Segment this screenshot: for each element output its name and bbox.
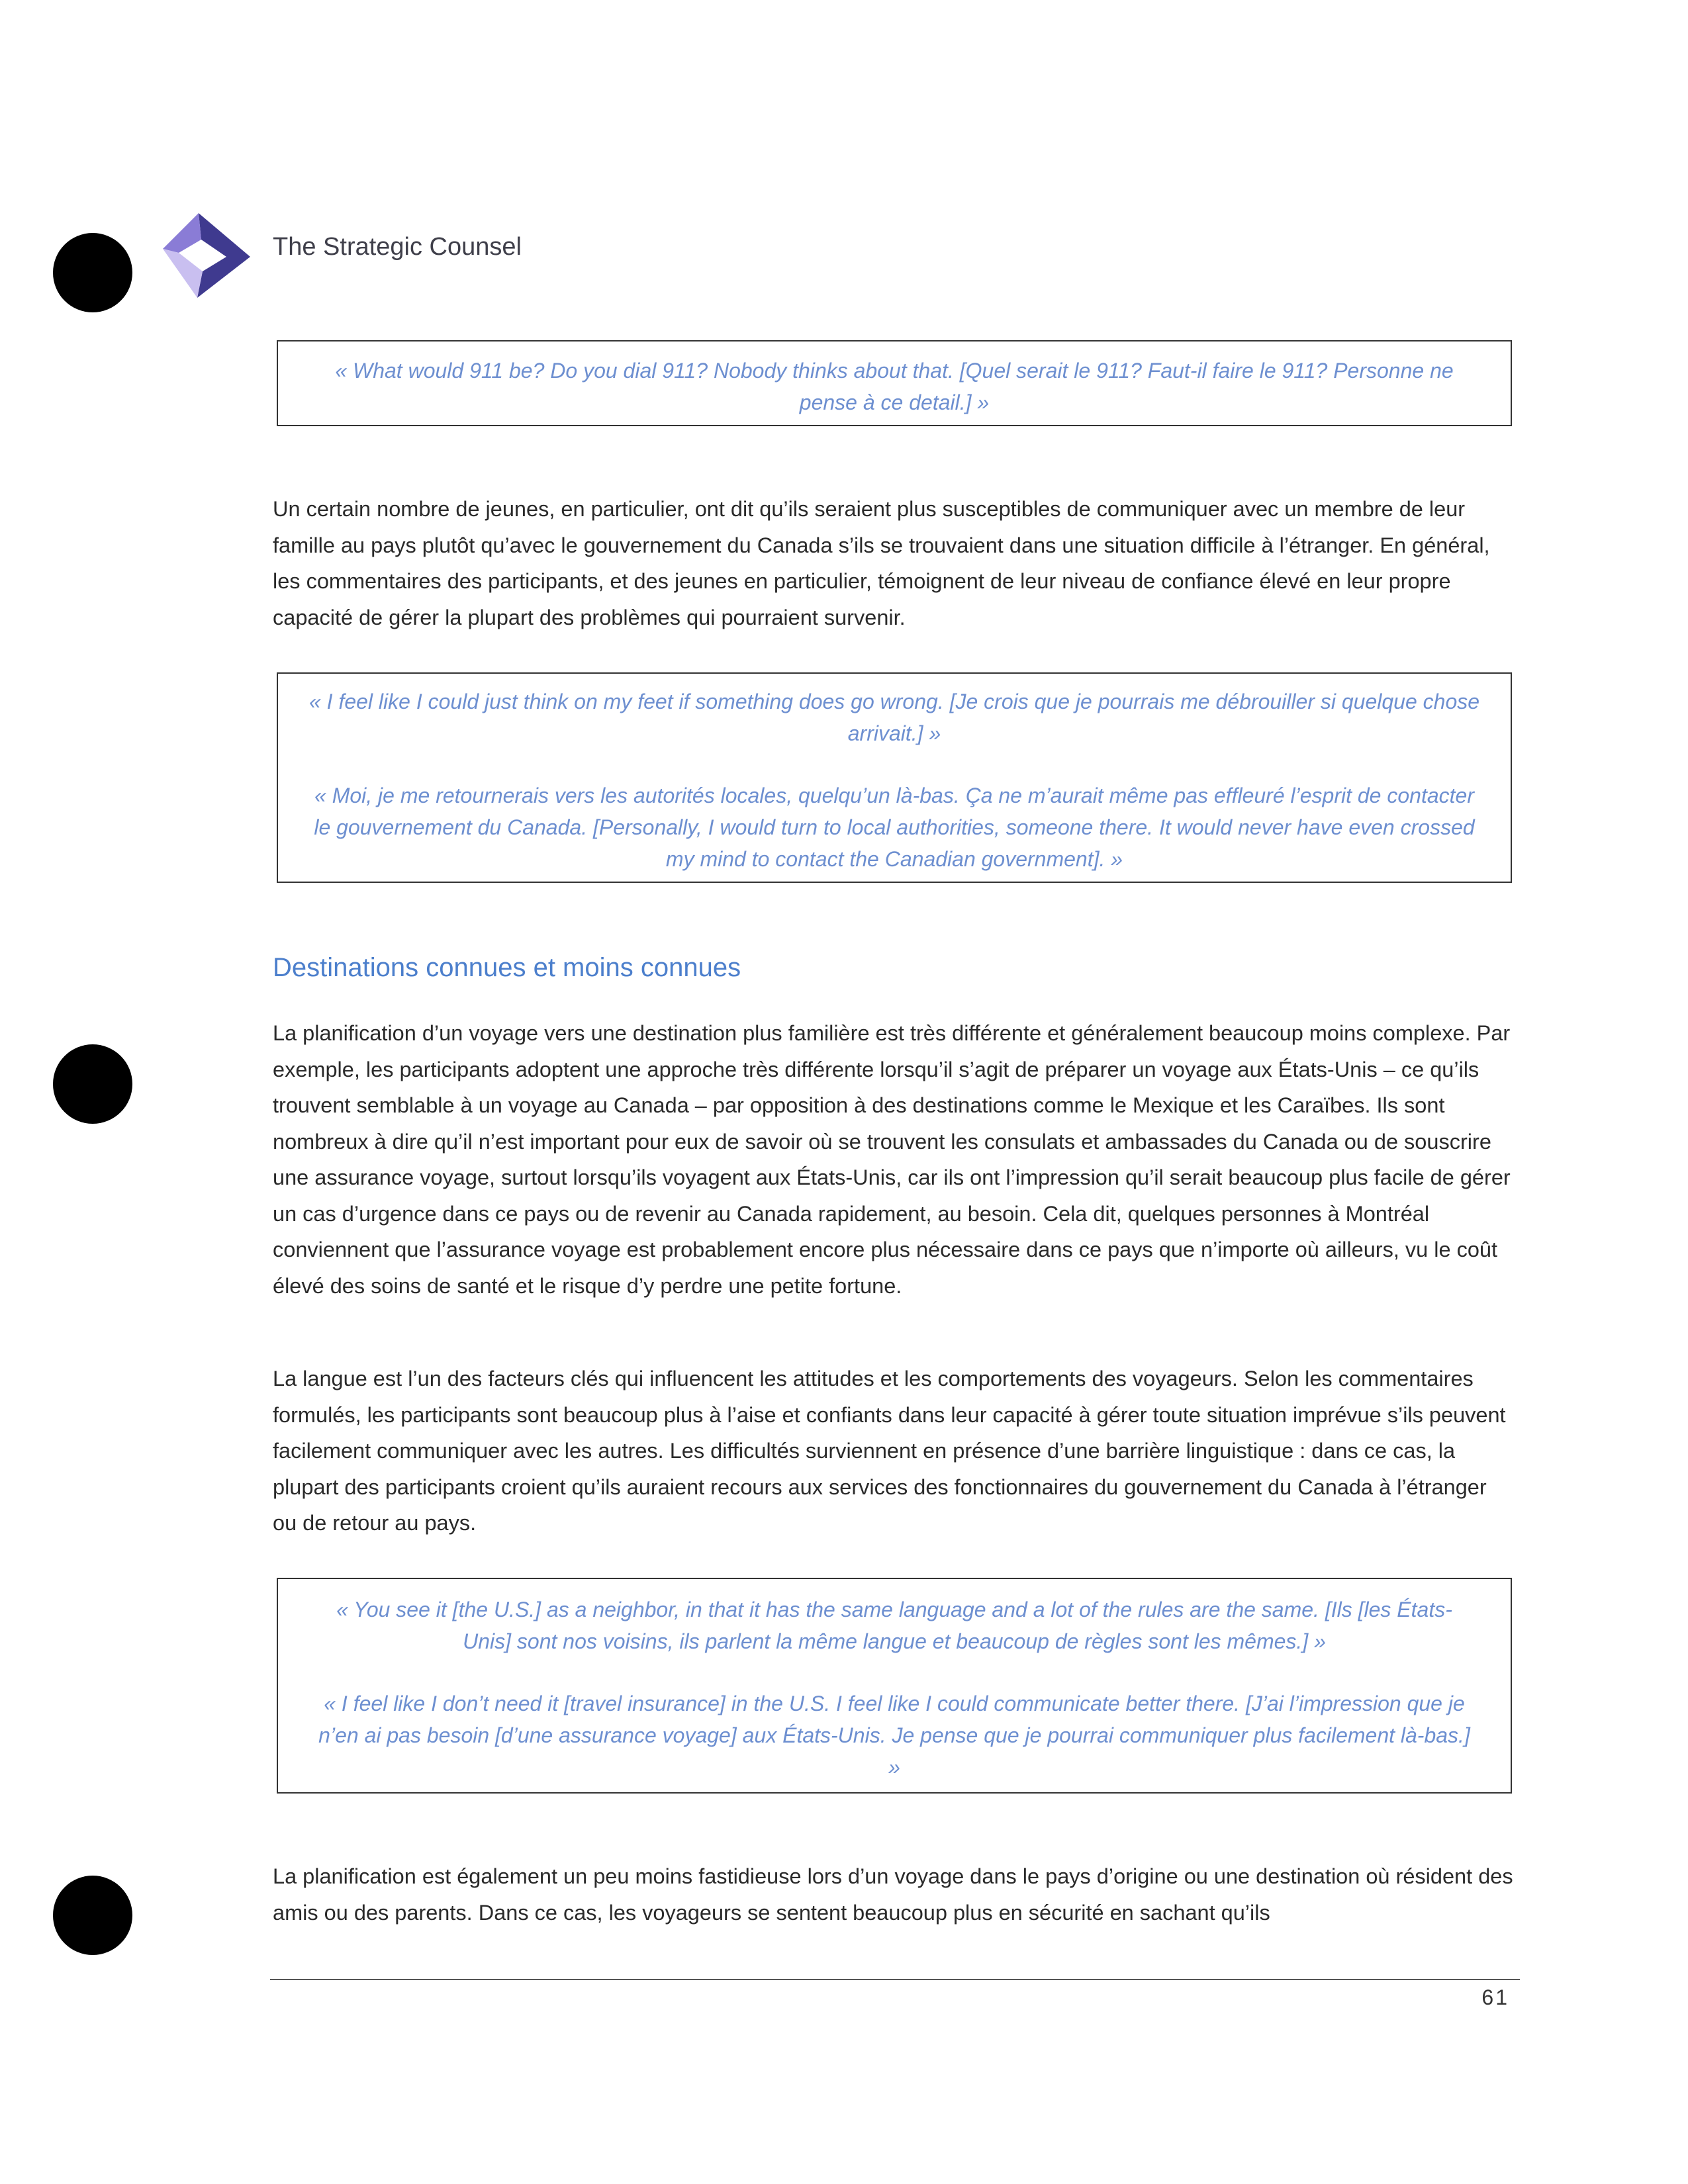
body-paragraph: La planification d’un voyage vers une destination plus familière est très différente et généralement beaucoup moins complexe. Par exemple, les participants adoptent une approche très différente lorsqu’il s’agit de préparer un voyage aux États-Unis – ce qu’ils trouvent semblable à un voyage au Canada – par opposition à des destinations comme le Mexique et les Caraïbes. Ils sont nombreux à dire qu’il n’est important pour eux de savoir où se trouvent les consulats et ambassades du Canada ou de souscrire une assurance voyage, surtout lorsqu’ils voyagent aux États-Unis, car ils ont l’impression qu’il serait beaucoup plus facile de gérer un cas d’urgence dans ce pays ou de revenir au Canada rapidement, au besoin. Cela dit, quelques personnes à Montréal conviennent que l’assurance voyage est probablement encore plus nécessaire dans ce pays que n’importe où ailleurs, vu le coût élevé des soins de santé et le risque d’y perdre une petite fortune.: [273, 1021, 1511, 1298]
section-heading: Destinations connues et moins connues: [273, 953, 741, 982]
quote-text: « You see it [the U.S.] as a neighbor, in that it has the same language and a lot of the rules are the same. [Ils [les États-Unis] sont nos voisins, ils parlent la même langue et beaucoup de règles sont les mêmes.] »: [336, 1598, 1452, 1653]
body-paragraph: La langue est l’un des facteurs clés qui influencent les attitudes et les comportements des voyageurs. Selon les commentaires formulés, les participants sont beaucoup plus à l’aise et confiants dans leur capacité à gérer toute situation imprévue s’ils peuvent facilement communiquer avec les autres. Les difficultés surviennent en présence d’une barrière linguistique : dans ce cas, la plupart des participants croient qu’ils auraient recours aux services des fonctionnaires du gouvernement du Canada à l’étranger ou de retour au pays.: [273, 1367, 1506, 1535]
binder-hole-top: [53, 233, 132, 312]
diamond-arrow-logo-icon: [163, 210, 253, 300]
quote-text: « I feel like I could just think on my feet if something does go wrong. [Je crois que je pourrais me débrouiller si quelque chose arrivait.] »: [308, 690, 1480, 745]
page-number: 61: [1481, 1985, 1509, 2009]
body-paragraph: La planification est également un peu moins fastidieuse lors d’un voyage dans le pays d’origine ou une destination où résident des amis ou des parents. Dans ce cas, les voyageurs se sentent beaucoup plus en sécurité en sachant qu’ils: [273, 1864, 1513, 1925]
body-paragraph: Un certain nombre de jeunes, en particulier, ont dit qu’ils seraient plus susceptibles de communiquer avec un membre de leur famille au pays plutôt qu’avec le gouvernement du Canada s’ils se trouvaient dans une situation difficile à l’étranger. En général, les commentaires des participants, et des jeunes en particulier, témoignent de leur niveau de confiance élevé en leur propre capacité de gérer la plupart des problèmes qui pourraient survenir.: [273, 497, 1490, 629]
quote-box: [277, 1578, 1512, 1794]
quote-text: « What would 911 be? Do you dial 911? Nobody thinks about that. [Quel serait le 911? Faut-il faire le 911? Personne ne pense à ce detail.] »: [335, 359, 1454, 414]
quote-text: « I feel like I don’t need it [travel insurance] in the U.S. I feel like I could communicate better there. [J’ai l’impression que je n’en ai pas besoin [d’une assurance voyage] aux États-Unis. Je pense que je pourrai communiquer plus facilement là-bas.] »: [318, 1692, 1470, 1779]
quote-text: « Moi, je me retournerais vers les autorités locales, quelqu’un là-bas. Ça ne m’aurait même pas effleuré l’esprit de contacter le gouvernement du Canada. [Personally, I would turn to local authorities, someone there. It would never have even crossed my mind to contact the Canadian government]. »: [314, 784, 1475, 871]
quote-box: [277, 340, 1512, 426]
binder-hole-bottom: [53, 1876, 132, 1955]
binder-hole-middle: [53, 1044, 132, 1124]
quote-box: [277, 672, 1512, 883]
brand-name: The Strategic Counsel: [273, 233, 522, 261]
footer-rule: [270, 1979, 1520, 1980]
